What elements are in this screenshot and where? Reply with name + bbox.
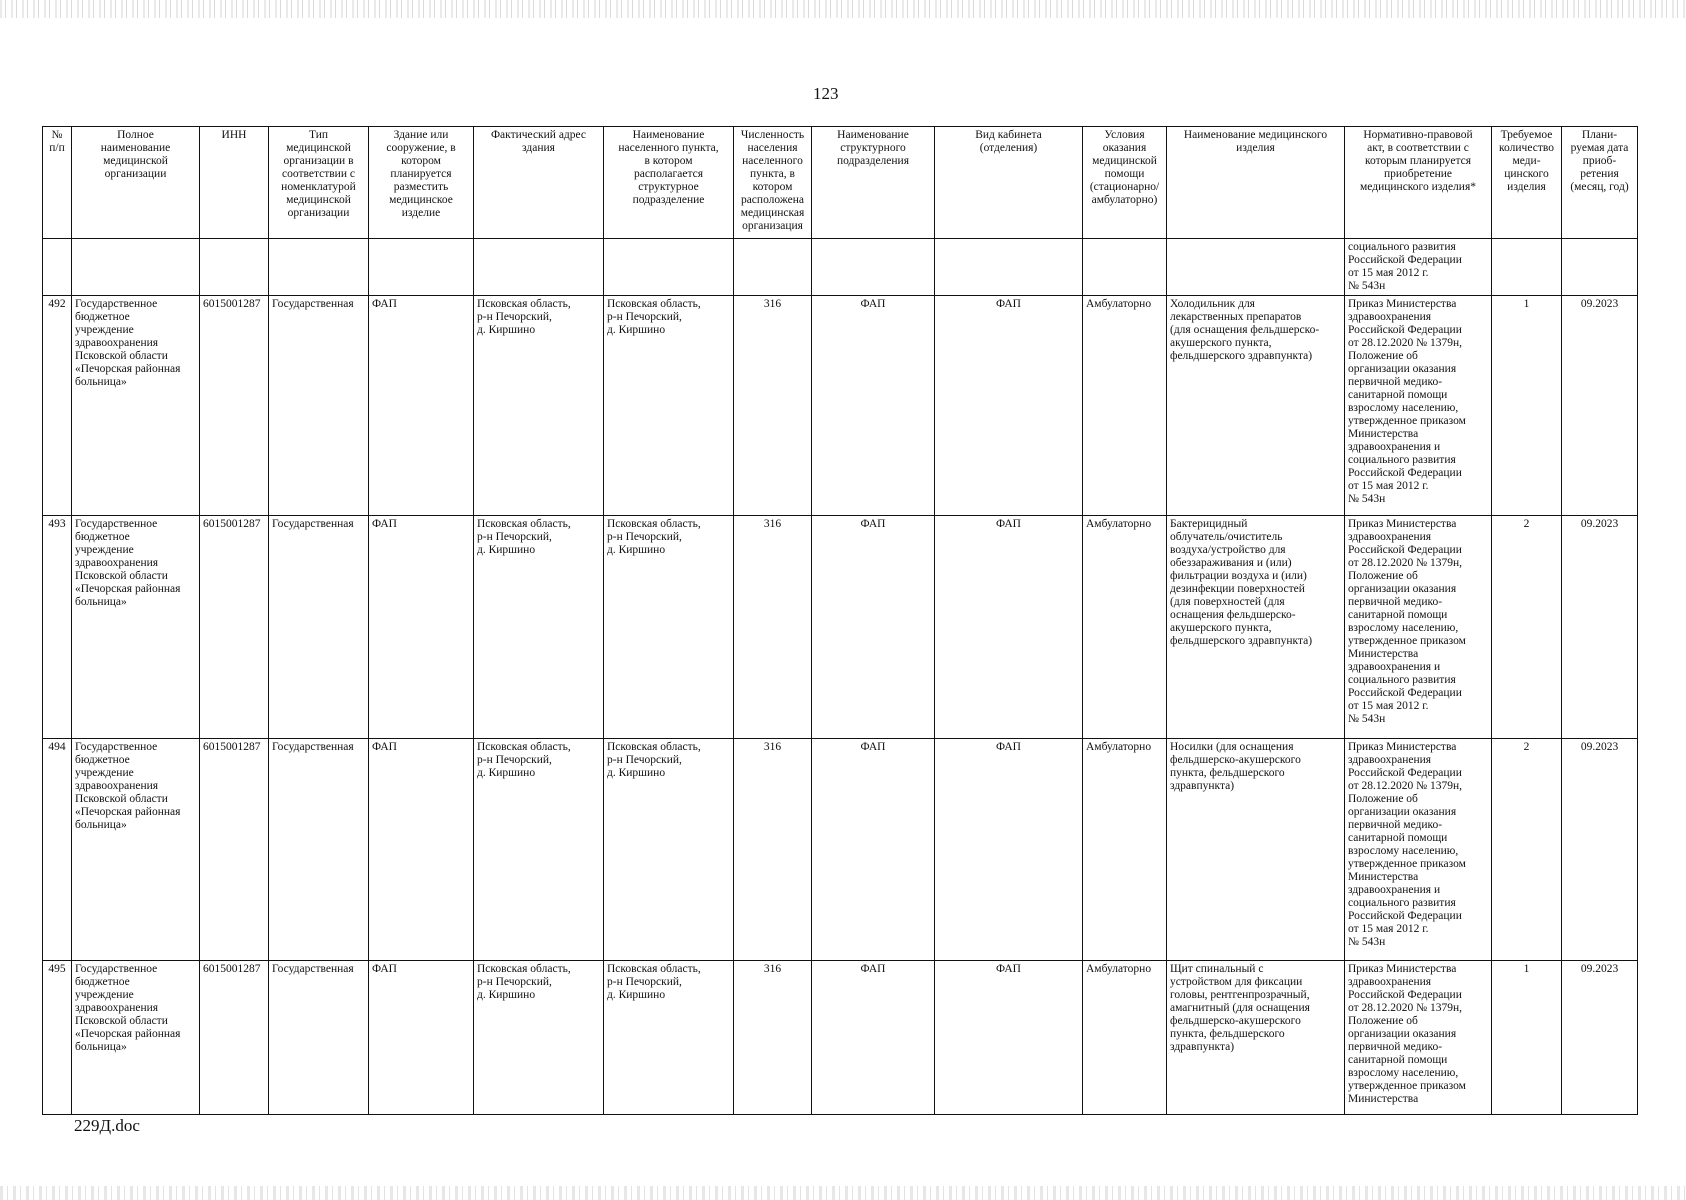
device-cell: Носилки (для оснащения фельдшерско-акушерского пункта, фельдшерского здравпункта) [1167, 739, 1345, 961]
organization-name: Государственное бюджетное учреждение здравоохранения Псковской области «Печорская районная больница» [72, 516, 200, 739]
header-cell: Полное наименование медицинской организации [72, 127, 200, 239]
population-cell: 316 [734, 516, 812, 739]
continuation-row [43, 239, 1638, 296]
organization-name: Государственное бюджетное учреждение здравоохранения Псковской области «Печорская районная больница» [72, 739, 200, 961]
conditions-cell: Амбулаторно [1083, 296, 1167, 516]
legal-act-cell: Приказ Министерства здравоохранения Российской Федерации от 28.12.2020 № 1379н, Положение об организации оказания первичной медико- санитарной помощи взрослому населению, утвержденное приказом Министерства здравоохранения и социального развития Российской Федерации от 15 мая 2012 г. № 543н [1345, 516, 1492, 739]
cabinet-cell: ФАП [935, 296, 1083, 516]
organization-name: Государственное бюджетное учреждение здравоохранения Псковской области «Печорская районная больница» [72, 961, 200, 1115]
building-cell: ФАП [369, 739, 474, 961]
building-cell: ФАП [369, 961, 474, 1115]
settlement-cell: Псковская область, р-н Печорский, д. Киршино [604, 296, 734, 516]
header-cell: Нормативно-правовой акт, в соответствии с которым планируется приобретение медицинского изделия* [1345, 127, 1492, 239]
header-cell: Численность населения населенного пункта, в котором расположена медицинская организация [734, 127, 812, 239]
quantity-cell: 2 [1492, 739, 1562, 961]
scan-edge-bottom [0, 1186, 1686, 1200]
population-cell: 316 [734, 739, 812, 961]
header-cell: Вид кабинета (отделения) [935, 127, 1083, 239]
cabinet-cell: ФАП [935, 739, 1083, 961]
organization-name: Государственное бюджетное учреждение здравоохранения Псковской области «Печорская районная больница» [72, 296, 200, 516]
inn-cell: 6015001287 [200, 961, 269, 1115]
header-cell: Фактический адрес здания [474, 127, 604, 239]
continuation-act-cell: социального развития Российской Федерации от 15 мая 2012 г. № 543н [1345, 239, 1492, 296]
settlement-cell: Псковская область, р-н Печорский, д. Киршино [604, 961, 734, 1115]
device-cell: Холодильник для лекарственных препаратов (для оснащения фельдшерско- акушерского пункта, фельдшерского здравпункта) [1167, 296, 1345, 516]
header-cell: Здание или сооружение, в котором планируется разместить медицинское изделие [369, 127, 474, 239]
conditions-cell: Амбулаторно [1083, 739, 1167, 961]
header-cell: ИНН [200, 127, 269, 239]
date-cell: 09.2023 [1562, 516, 1638, 739]
row-number: 495 [43, 961, 72, 1115]
org-type-cell: Государственная [269, 296, 369, 516]
quantity-cell: 1 [1492, 296, 1562, 516]
conditions-cell: Амбулаторно [1083, 516, 1167, 739]
date-cell: 09.2023 [1562, 739, 1638, 961]
date-cell: 09.2023 [1562, 296, 1638, 516]
inn-cell: 6015001287 [200, 739, 269, 961]
table-row [43, 516, 1638, 739]
quantity-cell: 2 [1492, 516, 1562, 739]
header-cell: Плани- руемая дата приоб- ретения (месяц, год) [1562, 127, 1638, 239]
equipment-table [42, 126, 1638, 1115]
header-cell: Требуемое количество меди- цинского изделия [1492, 127, 1562, 239]
header-cell: Условия оказания медицинской помощи (стационарно/ амбулаторно) [1083, 127, 1167, 239]
inn-cell: 6015001287 [200, 296, 269, 516]
building-cell: ФАП [369, 296, 474, 516]
unit-cell: ФАП [812, 516, 935, 739]
settlement-cell: Псковская область, р-н Печорский, д. Киршино [604, 516, 734, 739]
header-cell: № п/п [43, 127, 72, 239]
footer-filename: 229Д.doc [74, 1116, 140, 1135]
row-number: 493 [43, 516, 72, 739]
population-cell: 316 [734, 296, 812, 516]
device-cell: Бактерицидный облучатель/очиститель воздуха/устройство для обеззараживания и (или) фильтрации воздуха и (или) дезинфекции поверхностей (для поверхностей (для оснащения фельдшерско- акушерского пункта, фельдшерского здравпункта) [1167, 516, 1345, 739]
legal-act-cell: Приказ Министерства здравоохранения Российской Федерации от 28.12.2020 № 1379н, Положение об организации оказания первичной медико- санитарной помощи взрослому населению, утвержденное приказом Министерства здравоохранения и социального развития Российской Федерации от 15 мая 2012 г. № 543н [1345, 739, 1492, 961]
table-header-row [43, 127, 1638, 239]
device-cell: Щит спинальный с устройством для фиксации головы, рентгенпрозрачный, амагнитный (для оснащения фельдшерско-акушерского пункта, фельдшерского здравпункта) [1167, 961, 1345, 1115]
org-type-cell: Государственная [269, 961, 369, 1115]
conditions-cell: Амбулаторно [1083, 961, 1167, 1115]
address-cell: Псковская область, р-н Печорский, д. Киршино [474, 296, 604, 516]
unit-cell: ФАП [812, 739, 935, 961]
header-cell: Наименование медицинского изделия [1167, 127, 1345, 239]
address-cell: Псковская область, р-н Печорский, д. Киршино [474, 739, 604, 961]
quantity-cell: 1 [1492, 961, 1562, 1115]
cabinet-cell: ФАП [935, 516, 1083, 739]
header-cell: Наименование структурного подразделения [812, 127, 935, 239]
building-cell: ФАП [369, 516, 474, 739]
legal-act-cell: Приказ Министерства здравоохранения Российской Федерации от 28.12.2020 № 1379н, Положение об организации оказания первичной медико- санитарной помощи взрослому населению, утвержденное приказом Министерства [1345, 961, 1492, 1115]
scan-edge-top [0, 0, 1686, 18]
table-row [43, 961, 1638, 1115]
page-number: 123 [813, 84, 839, 103]
table-row [43, 296, 1638, 516]
legal-act-cell: Приказ Министерства здравоохранения Российской Федерации от 28.12.2020 № 1379н, Положение об организации оказания первичной медико- санитарной помощи взрослому населению, утвержденное приказом Министерства здравоохранения и социального развития Российской Федерации от 15 мая 2012 г. № 543н [1345, 296, 1492, 516]
date-cell: 09.2023 [1562, 961, 1638, 1115]
header-cell: Наименование населенного пункта, в котором располагается структурное подразделение [604, 127, 734, 239]
unit-cell: ФАП [812, 961, 935, 1115]
org-type-cell: Государственная [269, 739, 369, 961]
org-type-cell: Государственная [269, 516, 369, 739]
cabinet-cell: ФАП [935, 961, 1083, 1115]
address-cell: Псковская область, р-н Печорский, д. Киршино [474, 961, 604, 1115]
header-cell: Тип медицинской организации в соответствии с номенклатурой медицинской организации [269, 127, 369, 239]
row-number: 492 [43, 296, 72, 516]
row-number: 494 [43, 739, 72, 961]
address-cell: Псковская область, р-н Печорский, д. Киршино [474, 516, 604, 739]
inn-cell: 6015001287 [200, 516, 269, 739]
table-row [43, 739, 1638, 961]
population-cell: 316 [734, 961, 812, 1115]
settlement-cell: Псковская область, р-н Печорский, д. Киршино [604, 739, 734, 961]
unit-cell: ФАП [812, 296, 935, 516]
